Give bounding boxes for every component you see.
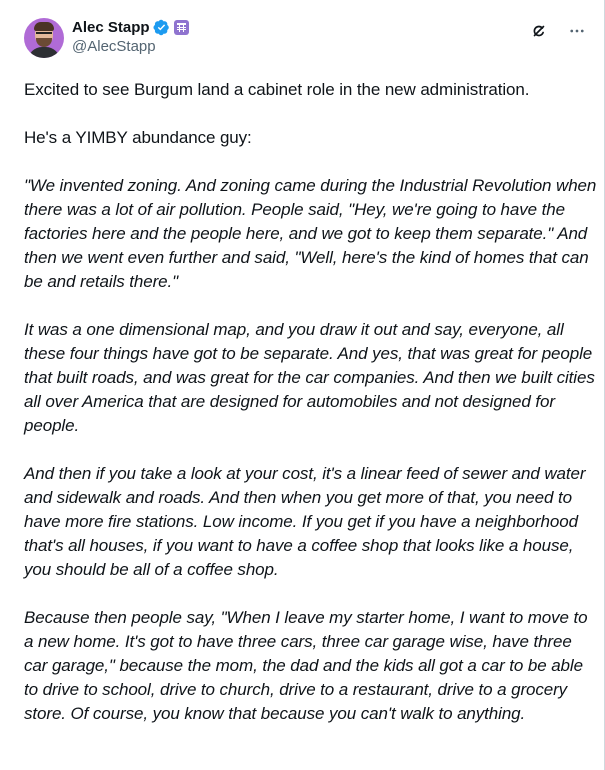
quote-paragraph: Because then people say, "When I leave my starter home, I want to move to a new home. It's got to have three cars, three car garage wise, have three car garage," because the mom, the dad and the kids all got a car to be able to drive to school, drive to church, drive to a restaurant, drive to a grocery store. Of course, you know that because you can't walk to anything. [24, 608, 588, 723]
author-info [72, 18, 189, 56]
quote-paragraph: And then if you take a look at your cost, it's a linear feed of sewer and water and sidewalk and roads. And then when you get more of that, you need to have more fire stations. Low income. If you get if you have a neighborhood that's all houses, if you want to have a coffee shop that looks like a house, you should be all of a coffee shop. [24, 464, 586, 579]
tweet-text [24, 78, 599, 726]
quote-paragraph: It was a one dimensional map, and you draw it out and say, everyone, all these four things have got to be separate. And yes, that was great for people that built roads, and was great for the car companies. And then we built cities all over America that are designed for automobiles and not designed for people. [24, 320, 595, 435]
tweet-paragraph: He's a YIMBY abundance guy: [24, 128, 252, 147]
author-handle[interactable]: @AlecStapp [72, 38, 156, 55]
avatar[interactable] [24, 18, 64, 58]
more-options-icon[interactable] [568, 22, 586, 40]
author-display-name[interactable]: Alec Stapp [72, 19, 150, 36]
affiliate-badge-icon[interactable] [174, 20, 189, 35]
tweet-header [24, 18, 604, 62]
header-actions [530, 22, 586, 40]
quote-paragraph: "We invented zoning. And zoning came during the Industrial Revolution when there was a lot of air pollution. People said, "Hey, we're going to have the factories here and the people here, and we got to keep them separate." And then we went even further and said, "Well, here's the kind of homes that can be and retails there." [24, 176, 597, 291]
verified-badge-icon[interactable] [153, 19, 170, 36]
grok-icon[interactable] [530, 22, 548, 40]
tweet-paragraph: Excited to see Burgum land a cabinet role in the new administration. [24, 80, 530, 99]
